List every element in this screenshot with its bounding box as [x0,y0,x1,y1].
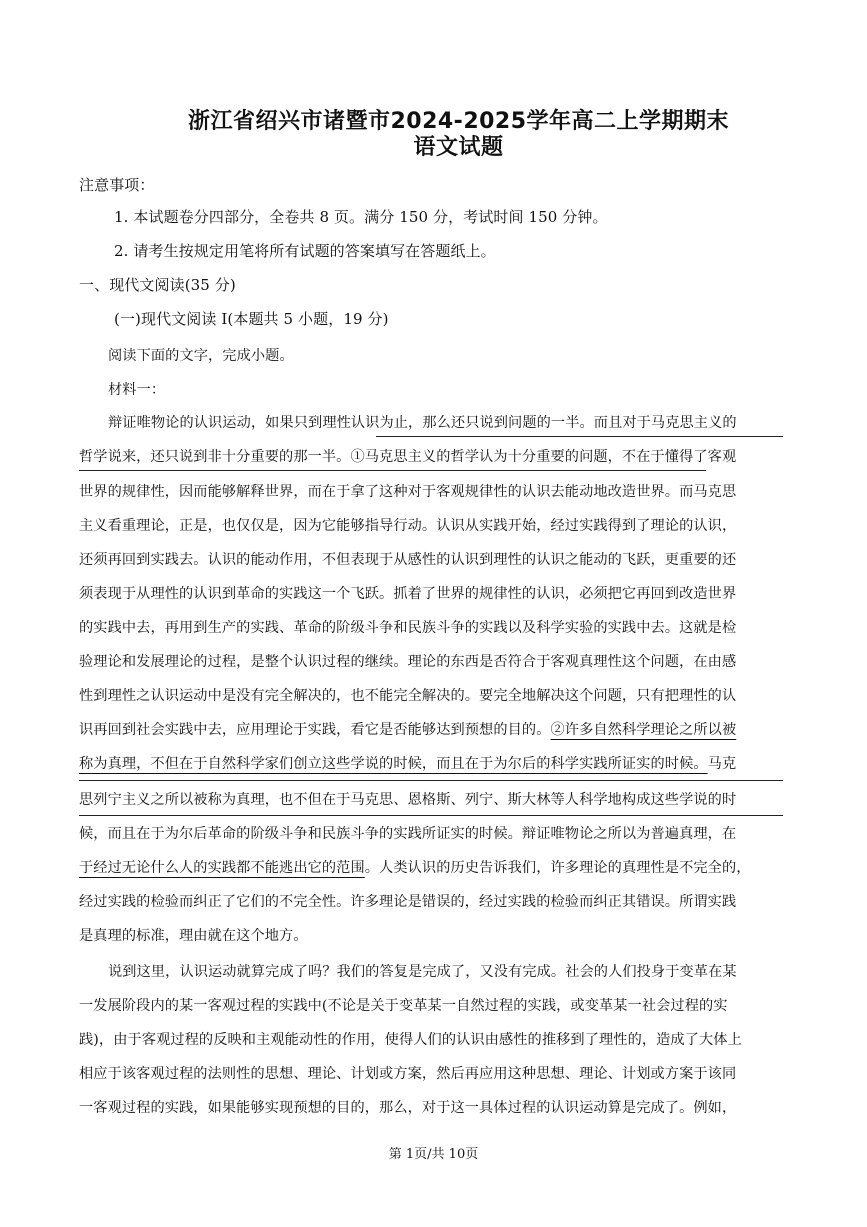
reading-instruction: 阅读下面的文字，完成小题。 [108,348,294,364]
underline-rule [79,815,783,816]
subsection-heading: (一)现代文阅读 I(本题共 5 小题，19 分) [114,310,389,328]
paragraph-line: 性到理性之认识运动中是没有完全解决的，也不能完全解决的。要完全地解决这个问题，只有把理性的认 [79,688,737,704]
marked-sentence-2-cont: 称为真理，不但在于自然科学家们创立这些学说的时候，而且在于为尔后的科学实践所证实的时候。 [79,756,708,772]
marked-sentence-2: ②许多自然科学理论之所以被 [550,722,737,738]
underline-rule [376,436,783,437]
notice-item-2: 2. 请考生按规定用笔将所有试题的答案填写在答题纸上。 [114,242,496,260]
paragraph-line: 还须再回到实践去。认识的能动作用，不但表现于从感性的认识到理性的认识之能动的飞跃，更重要的还 [79,552,737,568]
paragraph-line [79,446,779,466]
page-number: 第 1页/共 10页 [388,1147,479,1162]
notice-heading: 注意事项： [79,176,155,194]
paragraph-line: 说到这里，认识运动就算完成了吗？我们的答复是完成了，又没有完成。社会的人们投身于变革在某 [108,964,737,980]
paragraph-text: 识再回到社会实践中去，应用理论于实践，看它是否能够达到预想的目的。 [79,722,551,738]
paragraph-text: 哲学说来，还只说到非十分重要的那一半。 [79,449,351,465]
paragraph-text: 马克 [707,756,737,772]
paragraph-line: 候，而且在于为尔后革命的阶级斗争和民族斗争的实践所证实的时候。辩证唯物论之所以为普遍真理，在 [79,826,737,842]
paragraph-line [79,753,779,773]
paragraph-text: 。人类认识的历史告诉我们，许多理论的真理性是不完全的， [364,860,751,876]
paragraph-line: 的实践中去，再用到生产的实践、革命的阶级斗争和民族斗争的实践以及科学实验的实践中去。这就是检 [79,620,737,636]
paragraph-line: 须表现于从理性的认识到革命的实践这一个飞跃。抓着了世界的规律性的认识，必须把它再回到改造世界 [79,586,737,602]
paragraph-line: 主义看重理论，正是，也仅仅是，因为它能够指导行动。认识从实践开始，经过实践得到了理论的认识， [79,518,737,534]
paragraph-line [79,719,779,739]
paragraph-line: 是真理的标准，理由就在这个地方。 [79,928,308,944]
paragraph-line [79,857,779,877]
marked-sentence-1: ①马克思主义的哲学认为十分重要的问题，不在于懂得了客观 [350,449,737,465]
paragraph-line: 一发展阶段内的某一客观过程的实践中(不论是关于变革某一自然过程的实践，或变革某一社会过程的实 [79,998,728,1014]
paragraph-line: 思列宁主义之所以被称为真理，也不但在于马克思、恩格斯、列宁、斯大林等人科学地构成这些学说的时 [79,792,737,808]
paragraph-line: 辩证唯物论的认识运动，如果只到理性认识为止，那么还只说到问题的一半。而且对于马克思主义的 [108,415,737,431]
paragraph-line: 一客观过程的实践，如果能够实现预想的目的，那么，对于这一具体过程的认识运动算是完成了。例如， [79,1100,737,1116]
paragraph-line: 相应于该客观过程的法则性的思想、理论、计划或方案，然后再应用这种思想、理论、计划或方案于该同 [79,1066,737,1082]
underline-rule [79,780,783,781]
exam-title: 浙江省绍兴市诸暨市2024-2025学年高二上学期期末 [187,109,730,134]
paragraph-line: 践)，由于客观过程的反映和主观能动性的作用，使得人们的认识由感性的推移到了理性的，造成了大体上 [79,1032,742,1048]
section-heading: 一、现代文阅读(35 分) [79,276,236,294]
paragraph-line: 验理论和发展理论的过程，是整个认识过程的继续。理论的东西是否符合于客观真理性这个问题，在由感 [79,654,737,670]
notice-item-1: 1. 本试题卷分四部分，全卷共 8 页。满分 150 分，考试时间 150 分钟。 [114,208,608,226]
exam-subtitle: 语文试题 [413,135,504,160]
paragraph-line: 世界的规律性，因而能够解释世界，而在于拿了这种对于客观规律性的认识去能动地改造世界。而马克思 [79,484,737,500]
underline-rule [79,470,706,471]
underlined-phrase: 于经过无论什么人的实践都不能逃出它的范围 [79,860,365,876]
paragraph-line: 经过实践的检验而纠正了它们的不完全性。许多理论是错误的，经过实践的检验而纠正其错误。所谓实践 [79,894,737,910]
material-label: 材料一： [108,382,166,398]
